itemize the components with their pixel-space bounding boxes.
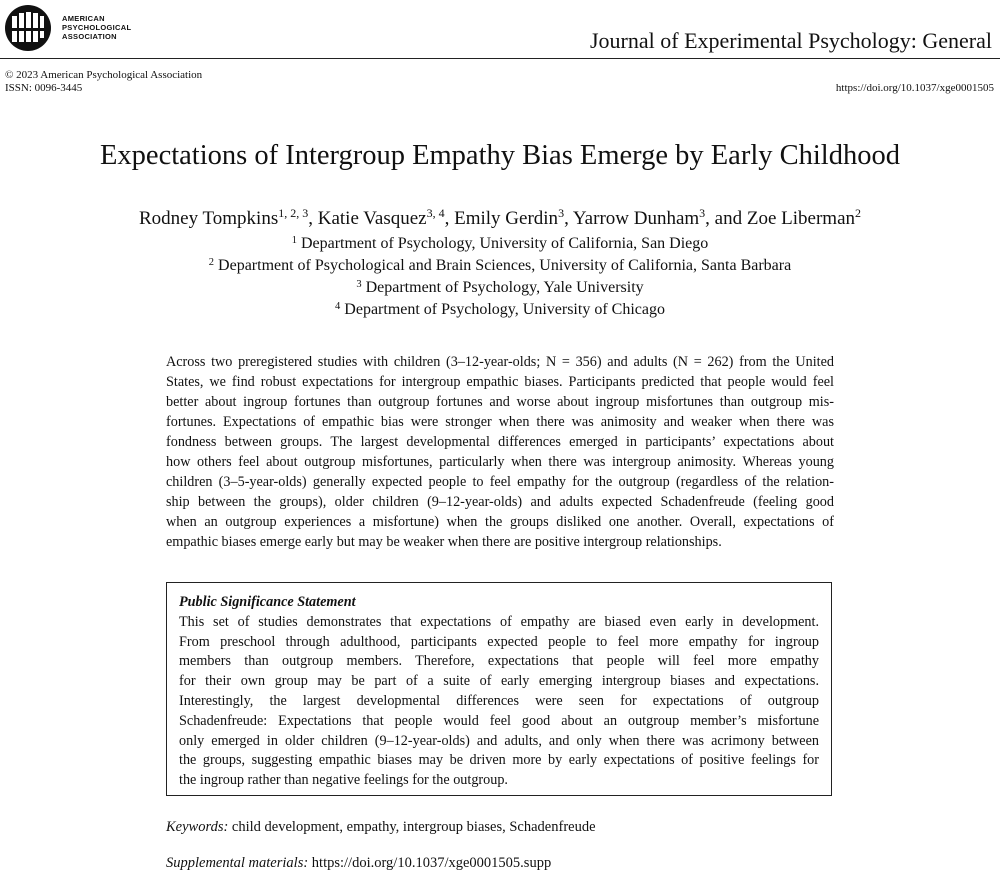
affiliation-list bbox=[0, 233, 1000, 321]
author-affiliation-marker: 3 bbox=[558, 206, 565, 220]
affiliation-number: 2 bbox=[208, 257, 215, 268]
significance-line: From preschool through adulthood, participants expected people to feel more empathy for ingroup bbox=[179, 633, 819, 650]
significance-line: the groups, suggesting empathic biases may be driven more by early expectations of positive feelings for bbox=[179, 752, 819, 769]
author-affiliation-marker: 2 bbox=[855, 206, 862, 220]
issn: ISSN: 0096-3445 bbox=[5, 82, 83, 94]
affiliation-number: 1 bbox=[291, 235, 297, 246]
copyright-block bbox=[5, 69, 202, 95]
abstract-line: how others feel about outgroup misfortunes, particularly when there was intergroup animosity. Whereas young bbox=[166, 454, 834, 470]
significance-line: Schadenfreude: Expectations that people would feel good about an outgroup member’s misfortune bbox=[179, 712, 819, 729]
affiliation bbox=[0, 255, 1000, 277]
supplemental-materials bbox=[166, 855, 551, 872]
publisher-line: AMERICAN bbox=[62, 14, 105, 23]
author-separator: , bbox=[308, 208, 318, 229]
keywords bbox=[166, 819, 596, 836]
abstract bbox=[166, 352, 834, 552]
author-affiliation-marker: 3, 4 bbox=[426, 206, 445, 220]
significance-line: only emerged in older children (9–12-year-olds) and adults, and only when there was acrimony between bbox=[179, 732, 819, 749]
author-list bbox=[0, 208, 1000, 230]
supplemental-link[interactable]: https://doi.org/10.1037/xge0001505.supp bbox=[311, 855, 552, 871]
author-name: Katie Vasquez bbox=[317, 208, 427, 229]
significance-line: This set of studies demonstrates that expectations of empathy are biased even early in development. bbox=[179, 613, 819, 630]
affiliation-text: Department of Psychology, University of California, San Diego bbox=[300, 235, 709, 252]
abstract-line: children (3–5-year-olds) generally expected people to feel empathy for the outgroup (regardless of the relation- bbox=[166, 474, 834, 490]
abstract-line: ship between the groups), older children (9–12-year-olds) and adults expected Schadenfreude (feeling good bbox=[166, 494, 834, 510]
abstract-line: empathic biases emerge early but may be weaker when there are positive intergroup relationships. bbox=[166, 534, 722, 550]
abstract-line: better about ingroup fortunes than outgroup fortunes and worse about ingroup misfortunes than outgroup mis- bbox=[166, 394, 834, 410]
affiliation bbox=[0, 299, 1000, 321]
publisher-name bbox=[62, 14, 131, 41]
significance-line: Interestingly, the largest developmental differences were seen for expectations of outgroup bbox=[179, 692, 819, 709]
author-name: Emily Gerdin bbox=[454, 208, 559, 229]
keywords-label: Keywords: bbox=[166, 819, 229, 835]
abstract-line: Across two preregistered studies with children (3–12-year-olds; N = 356) and adults (N = 262) from the United bbox=[166, 354, 834, 370]
abstract-line: fortunes. Expectations of empathic bias were stronger when there was animosity and weaker when there was bbox=[166, 414, 834, 430]
significance-line: for their own group may be part of a suite of early emerging intergroup biases and expectations. bbox=[179, 673, 819, 690]
doi-link[interactable]: https://doi.org/10.1037/xge0001505 bbox=[835, 82, 994, 94]
author-name: Yarrow Dunham bbox=[572, 208, 700, 229]
apa-logo bbox=[4, 4, 52, 52]
affiliation bbox=[0, 277, 1000, 299]
author-affiliation-marker: 3 bbox=[699, 206, 706, 220]
public-significance-content bbox=[179, 593, 819, 791]
affiliation-text: Department of Psychology, University of Chicago bbox=[344, 301, 665, 318]
abstract-line: fondness between groups. The largest developmental differences emerged in participants’ expectations about bbox=[166, 434, 834, 450]
public-significance-box bbox=[166, 582, 832, 796]
keywords-text: child development, empathy, intergroup biases, Schadenfreude bbox=[231, 819, 596, 835]
paper-title: Expectations of Intergroup Empathy Bias Emerge by Early Childhood bbox=[100, 140, 900, 171]
significance-line: members than outgroup members. Therefore, expectations that people will feel more empathy bbox=[179, 653, 819, 670]
author-name: Zoe Liberman bbox=[746, 208, 856, 229]
author-separator: , bbox=[564, 208, 573, 229]
author-name: Rodney Tompkins bbox=[138, 208, 279, 229]
abstract-line: when an outgroup experiences a misfortune) when the groups disliked one another. Overall, expectations of bbox=[166, 514, 834, 530]
copyright: © 2023 American Psychological Association bbox=[5, 69, 203, 81]
affiliation-number: 3 bbox=[356, 279, 362, 290]
author-separator: , bbox=[444, 208, 455, 229]
header-rule bbox=[0, 58, 1000, 59]
publisher-line: ASSOCIATION bbox=[62, 32, 117, 41]
journal-name: Journal of Experimental Psychology: General bbox=[589, 28, 992, 53]
publisher-line: PSYCHOLOGICAL bbox=[62, 23, 132, 32]
abstract-line: States, we find robust expectations for intergroup empathic biases. Participants predicted that people would feel bbox=[166, 374, 834, 390]
author-separator: , and bbox=[705, 208, 747, 229]
significance-line: the ingroup rather than negative feelings for the outgroup. bbox=[179, 772, 508, 789]
public-significance-title: Public Significance Statement bbox=[179, 594, 356, 610]
author-affiliation-marker: 1, 2, 3 bbox=[278, 206, 309, 220]
supplemental-label: Supplemental materials: bbox=[166, 855, 309, 871]
affiliation-text: Department of Psychology, Yale University bbox=[365, 279, 644, 296]
affiliation bbox=[0, 233, 1000, 255]
affiliation-text: Department of Psychological and Brain Sciences, University of California, Santa Barbara bbox=[218, 257, 792, 274]
affiliation-number: 4 bbox=[335, 301, 341, 312]
